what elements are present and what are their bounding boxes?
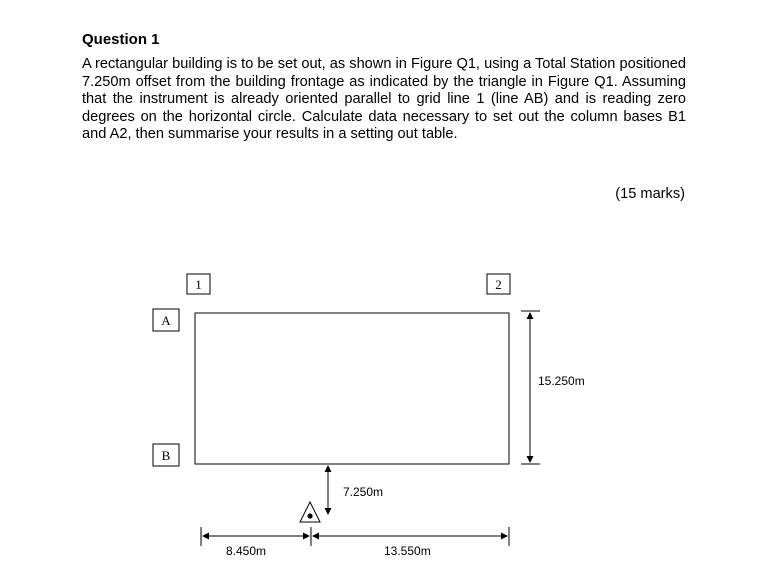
- offset-dim-label: 7.250m: [343, 485, 384, 499]
- depth-dim-arrow-up: [527, 312, 534, 319]
- grid-label-1: 1: [195, 277, 202, 292]
- horizontal-dim-arrow-2: [303, 533, 310, 540]
- grid-label-2: 2: [495, 277, 502, 292]
- question-body: A rectangular building is to be set out, as shown in Figure Q1, using a Total Station positioned 7.250m offset from the building frontage as indicated by the triangle in Figure Q1. Assuming that the instrument is already oriented parallel to grid line 1 (line AB) and is reading zero degrees on the horizontal circle. Calculate data necessary to set out the column bases B1 and A2, then summarise your results in a setting out table.: [82, 56, 686, 143]
- depth-dim-arrow-down: [527, 456, 534, 463]
- offset-dim-arrow-down: [325, 508, 332, 515]
- horizontal-dim-arrow-4: [501, 533, 508, 540]
- grid-label-b: B: [161, 448, 171, 463]
- horizontal-dim-arrow-3: [312, 533, 319, 540]
- right-distance-label: 13.550m: [384, 544, 431, 558]
- marks-label: (15 marks): [615, 186, 685, 202]
- depth-dim-label: 15.250m: [538, 374, 585, 388]
- offset-dim-arrow-up: [325, 465, 332, 472]
- grid-label-a: A: [161, 313, 171, 328]
- building-outline: [195, 313, 509, 464]
- total-station-triangle-icon: [300, 502, 320, 522]
- left-distance-label: 8.450m: [226, 544, 267, 558]
- question-title: Question 1: [82, 31, 160, 48]
- horizontal-dim-arrow-1: [202, 533, 209, 540]
